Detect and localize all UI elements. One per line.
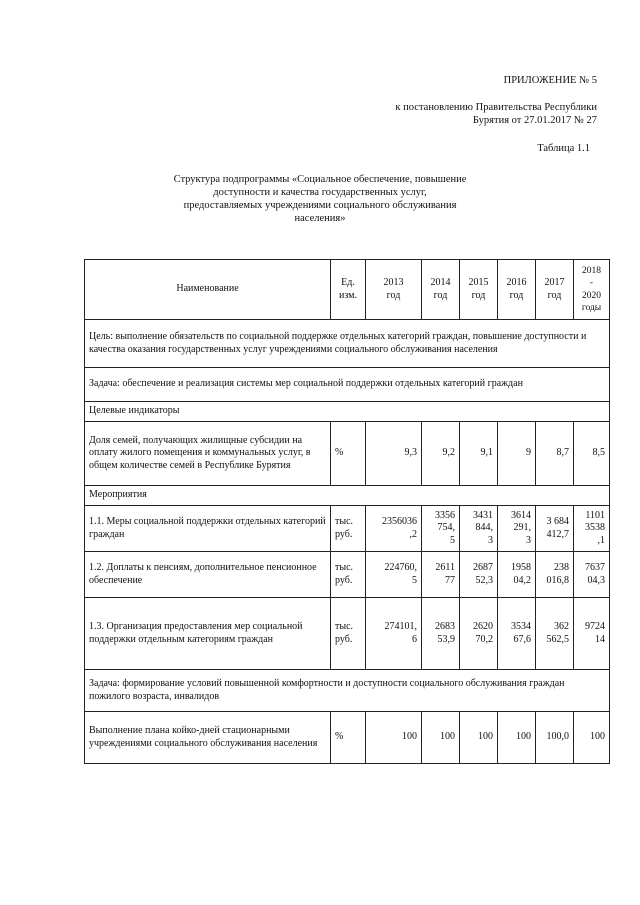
measure-1-name: 1.1. Меры социальной поддержки отдельных категорий граждан [85,506,331,552]
indicator-2-2018-2020: 100 [574,712,610,764]
measure-2-unit: тыс. руб. [331,552,366,598]
task-row [85,670,610,712]
task-2-text: Задача: формирование условий повышенной комфортности и доступности социального обслуживания граждан пожилого возраста, инвалидов [85,670,610,712]
col-header-2014: 2014 год [422,260,460,320]
indicator-2-2017: 100,0 [536,712,574,764]
indicator-2-2015: 100 [460,712,498,764]
indicator-row [85,712,610,764]
measure-row [85,598,610,670]
indicator-1-2015: 9,1 [460,422,498,486]
measure-1-2014: 3356 754, 5 [422,506,460,552]
title-line-2: доступности и качества государственных услуг, [213,187,427,198]
indicator-1-unit: % [331,422,366,486]
measure-3-name: 1.3. Организация предоставления мер социальной поддержки отдельным категориям граждан [85,598,331,670]
indicator-2-2013: 100 [366,712,422,764]
subprogram-structure-table [84,259,610,764]
task-1-text: Задача: обеспечение и реализация системы мер социальной поддержки отдельных категорий граждан [85,368,610,402]
measure-row [85,506,610,552]
table-number: Таблица 1.1 [537,143,590,154]
decree-line-1: к постановлению Правительства Республики [395,102,597,113]
measure-3-2014: 2683 53,9 [422,598,460,670]
decree-reference [297,101,597,127]
indicator-2-2014: 100 [422,712,460,764]
indicator-1-name: Доля семей, получающих жилищные субсидии на оплату жилого помещения и коммунальных услуг, в общем количестве семей в Республике Бурятия [85,422,331,486]
measure-2-name: 1.2. Доплаты к пенсиям, дополнительное пенсионное обеспечение [85,552,331,598]
col-header-unit: Ед. изм. [331,260,366,320]
col-header-2016: 2016 год [498,260,536,320]
col-header-2013: 2013 год [366,260,422,320]
measure-2-2018-2020: 7637 04,3 [574,552,610,598]
measure-1-2013: 2356036 ,2 [366,506,422,552]
measure-1-2016: 3614 291, 3 [498,506,536,552]
measure-3-2018-2020: 9724 14 [574,598,610,670]
indicator-1-2013: 9,3 [366,422,422,486]
indicator-2-name: Выполнение плана койко-дней стационарными учреждениями социального обслуживания населения [85,712,331,764]
goal-text: Цель: выполнение обязательств по социальной поддержке отдельных категорий граждан, повышение доступности и качества оказания государственных услуг учреждениями социального обслуживания населения [85,320,610,368]
indicator-1-2017: 8,7 [536,422,574,486]
measure-3-2013: 274101, 6 [366,598,422,670]
measure-2-2013: 224760, 5 [366,552,422,598]
measure-3-2015: 2620 70,2 [460,598,498,670]
measure-2-2016: 1958 04,2 [498,552,536,598]
measure-3-2017: 362 562,5 [536,598,574,670]
document-title [170,173,470,225]
measure-2-2014: 2611 77 [422,552,460,598]
indicator-1-2016: 9 [498,422,536,486]
measure-row [85,552,610,598]
col-header-2015: 2015 год [460,260,498,320]
indicator-row [85,422,610,486]
indicator-1-2018-2020: 8,5 [574,422,610,486]
measure-3-unit: тыс. руб. [331,598,366,670]
measure-1-2017: 3 684 412,7 [536,506,574,552]
measures-heading: Мероприятия [85,486,610,506]
measure-1-2018-2020: 1101 3538 ,1 [574,506,610,552]
decree-line-2: Бурятия от 27.01.2017 № 27 [472,115,597,126]
measure-3-2016: 3534 67,6 [498,598,536,670]
measure-2-2017: 238 016,8 [536,552,574,598]
indicator-1-2014: 9,2 [422,422,460,486]
indicator-2-unit: % [331,712,366,764]
col-header-name: Наименование [85,260,331,320]
title-line-4: населения» [294,213,346,224]
title-line-1: Структура подпрограммы «Социальное обеспечение, повышение [173,174,467,185]
goal-row [85,320,610,368]
appendix-label: ПРИЛОЖЕНИЕ № 5 [503,75,597,86]
header-row [85,260,610,320]
col-header-2017: 2017 год [536,260,574,320]
measure-1-2015: 3431 844, 3 [460,506,498,552]
indicator-2-2016: 100 [498,712,536,764]
col-header-2018-2020: 2018 - 2020 годы [574,260,610,320]
measure-2-2015: 2687 52,3 [460,552,498,598]
section-row [85,402,610,422]
task-row [85,368,610,402]
title-line-3: предоставляемых учреждениями социального обслуживания [183,200,457,211]
indicators-heading: Целевые индикаторы [85,402,610,422]
measure-1-unit: тыс. руб. [331,506,366,552]
section-row [85,486,610,506]
